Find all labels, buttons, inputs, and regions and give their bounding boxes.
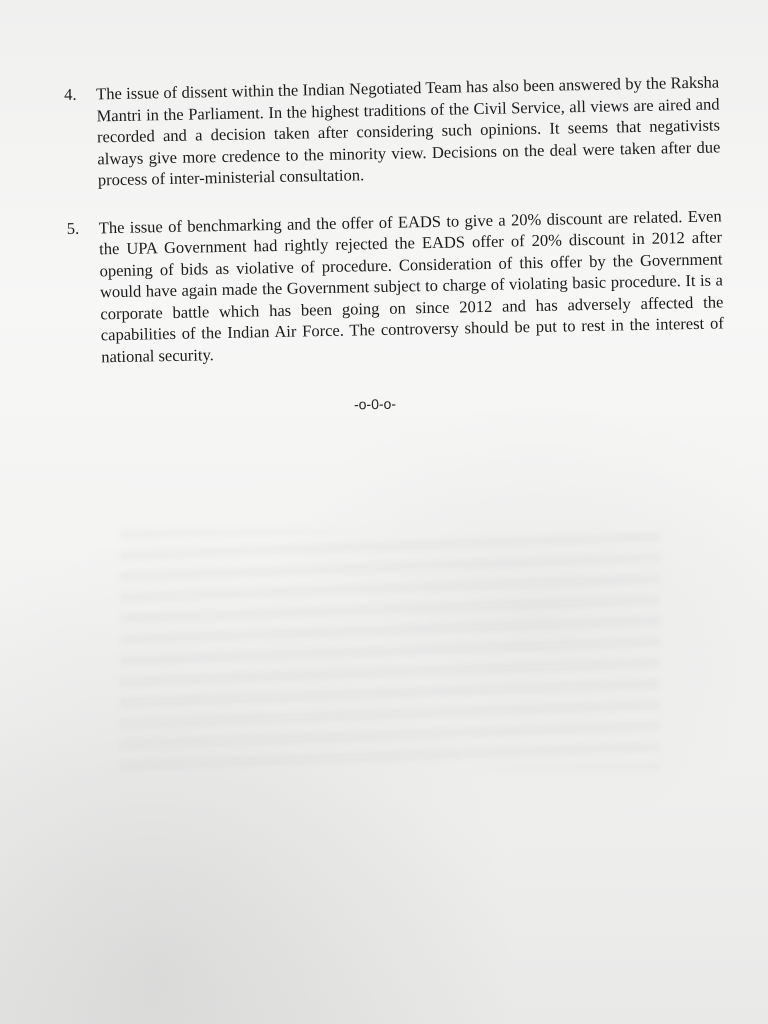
paragraph-number: 5.: [66, 218, 80, 238]
end-of-document-mark: -o-0-o-: [353, 395, 397, 413]
paragraph-text: The issue of dissent within the Indian Negotiated Team has also been answered by the Raksha Mantri in the Parliament. In the highest traditions of the Civil Service, all views are aired and recorded and a decision taken after considering such opinions. It seems that negativists always give more credence to the minority view. Decisions on the deal were taken after due process of inter-ministerial consultation.: [96, 72, 721, 190]
paragraph-number: 4.: [64, 84, 77, 104]
paragraph-text: The issue of benchmarking and the offer of EADS to give a 20% discount are related. Even the UPA Government had rightly rejected the EADS offer of 20% discount in 2012 after opening of bids as violative of procedure. Consideration of this offer by the Government would have again made the Government subject to charge of violating basic procedure. It is a corporate battle which has been going on since 2012 and has adversely affected the capabilities of the Indian Air Force. The controversy should be put to rest in the interest of national security.: [98, 205, 724, 366]
document-body: [64, 71, 725, 394]
bleed-through-shadow: [120, 530, 660, 770]
paragraph-5: [67, 205, 725, 368]
paragraph-4: [64, 71, 721, 191]
